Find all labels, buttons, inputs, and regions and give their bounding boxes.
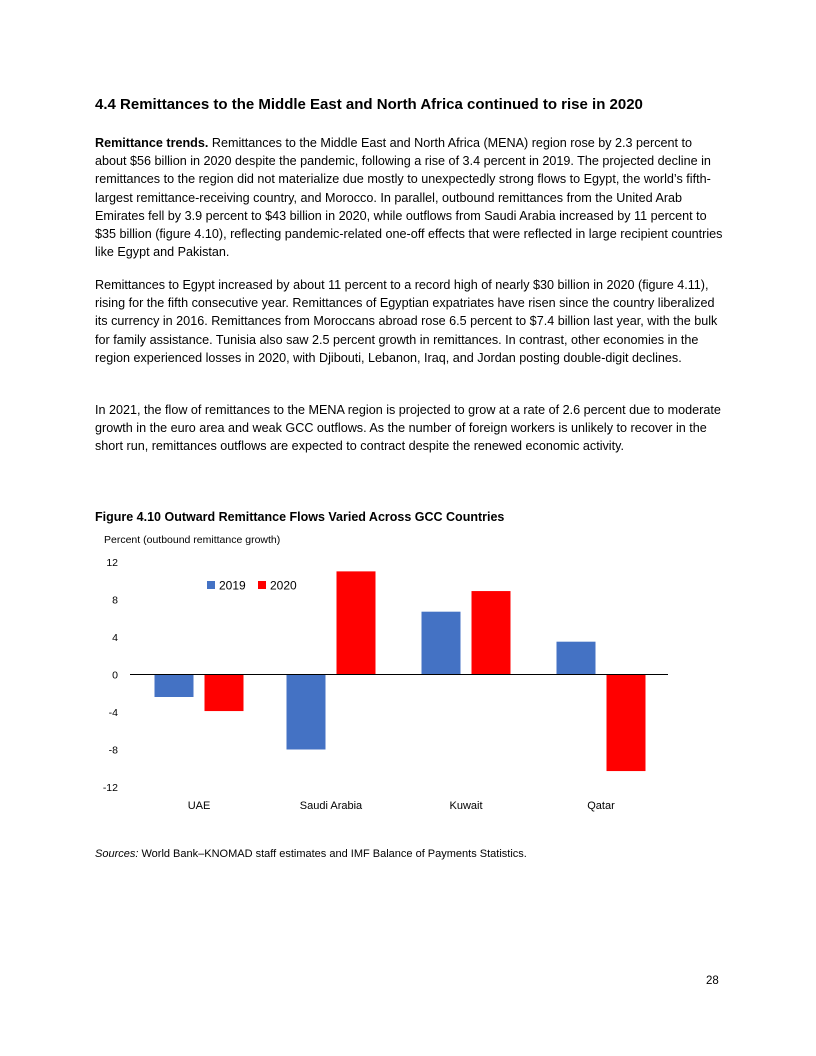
legend-label-2020: 2020 [270,578,297,593]
x-tick-label: Qatar [587,800,615,812]
bar-2020-uae [205,675,244,712]
bar-2020-qatar [607,675,646,772]
page-number: 28 [706,975,719,987]
source-label: Sources: [95,848,139,860]
paragraph-text: Remittances to the Middle East and North Africa (MENA) region rose by 2.3 percent to about $56 billion in 2020 despite the pandemic, following a rise of 3.4 percent in 2019. The projected decline in remittances to the region did not materialize due mostly to unexpectedly strong flows to Egypt, the world’s fifth-largest remittance-receiving country, and Morocco. In parallel, outbound remittances from the United Arab Emirates fell by 3.9 percent to $43 billion in 2020, while outflows from Saudi Arabia increased by 11 percent to $35 billion (figure 4.10), reflecting pandemic-related one-off effects that were reflected in large recipient countries like Egypt and Pakistan. [95,136,723,260]
y-tick-label: 8 [112,594,118,607]
paragraph-lead: Remittance trends. [95,136,209,150]
y-tick-label: 12 [106,557,118,569]
paragraph-outlook-2021: In 2021, the flow of remittances to the MENA region is projected to grow at a rate of 2.6 percent due to moderate growth in the euro area and weak GCC outflows. As the number of foreign workers is unlikely to recover in the short run, remittances outflows are expected to contract despite the renewed economic activity. [95,403,721,454]
y-tick-label: -12 [102,782,118,794]
y-axis-label: Percent (outbound remittance growth) [104,534,281,546]
bar-2019-kuwait [422,612,461,675]
bar-2019-qatar [557,642,596,675]
y-tick-label: 0 [112,669,118,682]
section-heading: 4.4 Remittances to the Middle East and North Africa continued to rise in 2020 [95,96,643,113]
y-tick-label: -4 [108,707,118,719]
legend-label-2019: 2019 [219,578,246,593]
legend-swatch-2020 [258,581,266,589]
figure-source [95,848,527,860]
bar-2019-uae [155,675,194,698]
x-tick-label: Kuwait [449,800,483,812]
figure-title: Figure 4.10 Outward Remittance Flows Varied Across GCC Countries [95,510,505,524]
y-tick-label: 4 [112,632,118,644]
y-tick-label: -8 [108,744,118,757]
paragraph-egypt: Remittances to Egypt increased by about 11 percent to a record high of nearly $30 billion in 2020 (figure 4.11), rising for the fifth consecutive year. Remittances of Egyptian expatriates have risen since the country liberalized its currency in 2016. Remittances from Moroccans abroad rose 6.5 percent to $7.4 billion last year, with the bulk for family assistance. Tunisia also saw 2.5 percent growth in remittances. In contrast, other economies in the region experienced losses in 2020, with Djibouti, Lebanon, Iraq, and Jordan posting double-digit declines. [95,278,718,365]
x-tick-label: UAE [187,800,211,812]
bar-2020-kuwait [472,591,511,674]
legend-swatch-2019 [207,581,215,589]
bar-2020-saudi-arabia [337,571,376,674]
source-text: World Bank–KNOMAD staff estimates and IMF Balance of Payments Statistics. [138,848,527,860]
x-tick-label: Saudi Arabia [299,800,363,812]
bar-2019-saudi-arabia [287,675,326,750]
